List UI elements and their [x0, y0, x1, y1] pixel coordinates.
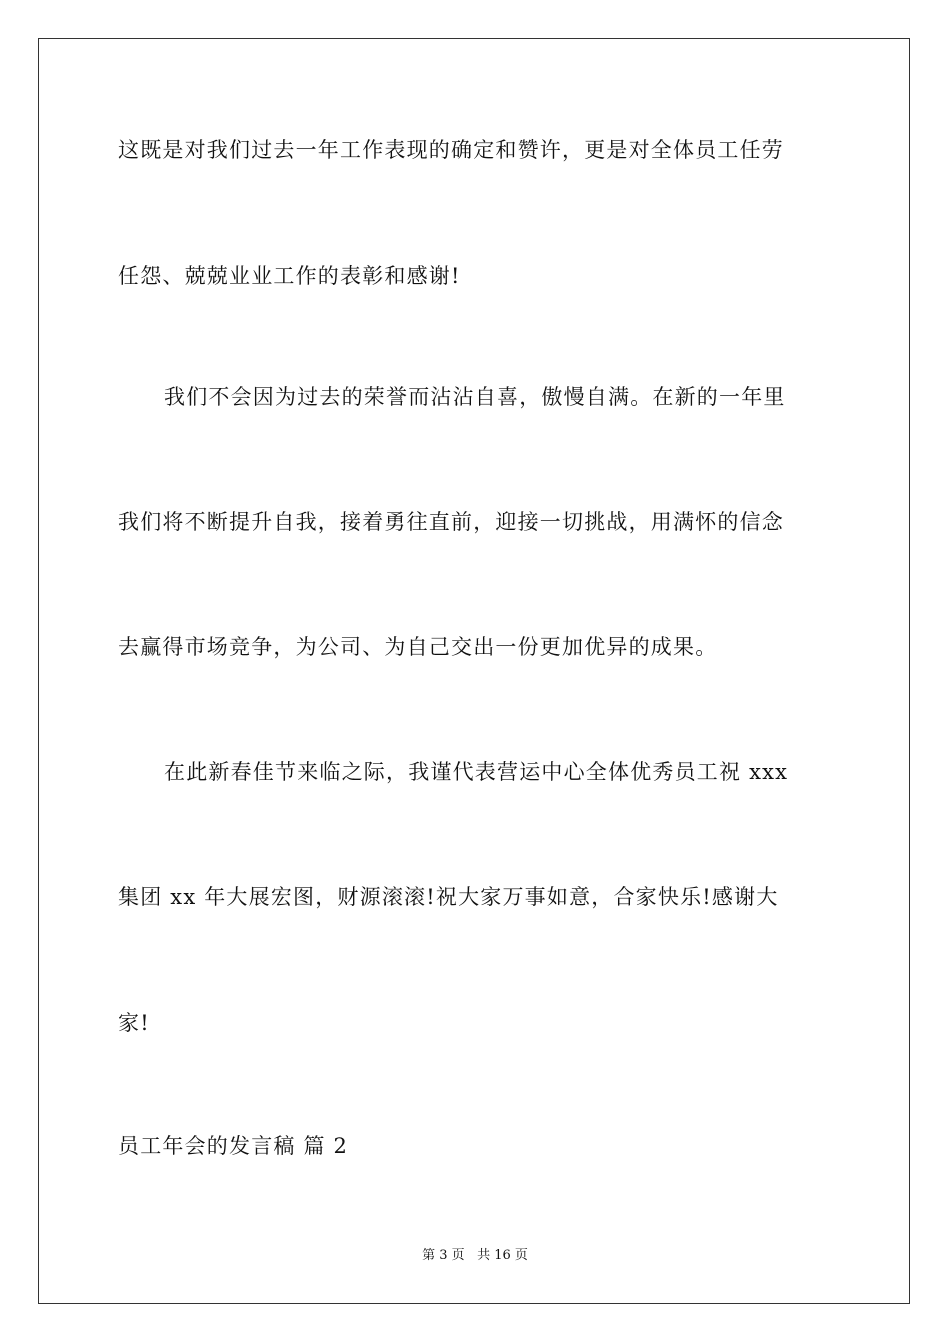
- section-heading: 员工年会的发言稿 篇 2: [118, 1134, 349, 1158]
- paragraph-line-4: 我们将不断提升自我，接着勇往直前，迎接一切挑战，用满怀的信念: [118, 510, 784, 534]
- page-footer: [0, 1246, 950, 1266]
- page-frame: [38, 38, 910, 1304]
- page-total: 共 16 页: [477, 1248, 528, 1263]
- paragraph-line-1: 这既是对我们过去一年工作表现的确定和赞许，更是对全体员工任劳: [118, 138, 784, 162]
- paragraph-line-5: 去赢得市场竞争，为公司、为自己交出一份更加优异的成果。: [118, 635, 718, 659]
- paragraph-line-2: 任怨、兢兢业业工作的表彰和感谢!: [118, 264, 461, 288]
- paragraph-line-8: 家!: [118, 1011, 150, 1035]
- paragraph-line-3: 我们不会因为过去的荣誉而沾沾自喜，傲慢自满。在新的一年里: [164, 385, 786, 409]
- paragraph-line-7: 集团 xx 年大展宏图，财源滚滚!祝大家万事如意，合家快乐!感谢大: [118, 885, 779, 909]
- page-number: 第 3 页: [422, 1248, 465, 1263]
- paragraph-line-6: 在此新春佳节来临之际，我谨代表营运中心全体优秀员工祝 xxx: [164, 760, 789, 784]
